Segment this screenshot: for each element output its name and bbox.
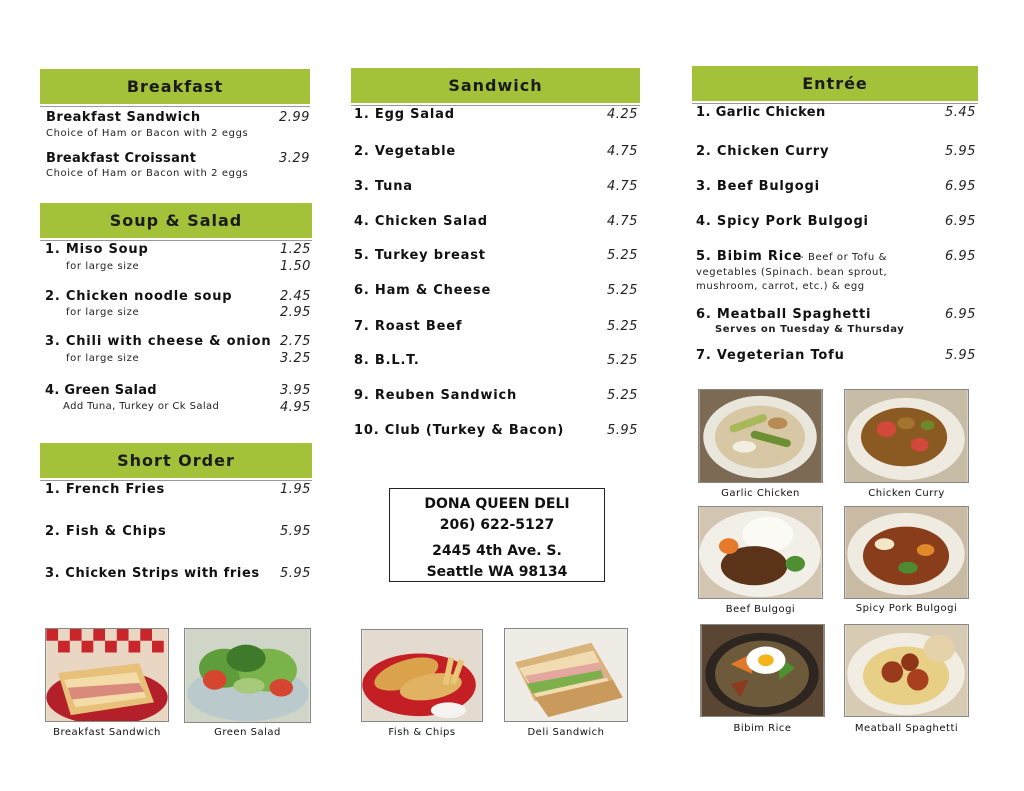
menu-item-name: 6. Ham & Cheese xyxy=(354,283,492,298)
menu-item-name: 1. French Fries xyxy=(45,482,165,497)
deli-name: DONA QUEEN DELI xyxy=(424,496,570,512)
menu-item-price: 4.75 xyxy=(607,179,638,194)
menu-item-price: 5.25 xyxy=(607,283,638,298)
menu-item-price: 5.95 xyxy=(280,524,311,539)
menu-item-price: 4.75 xyxy=(607,214,638,229)
contact-box xyxy=(389,488,605,582)
meatball-spaghetti-photo xyxy=(844,624,969,717)
photo-caption: Meatball Spaghetti xyxy=(854,723,959,734)
menu-item-price: 3.29 xyxy=(279,151,310,166)
menu-item-note: Choice of Ham or Bacon with 2 eggs xyxy=(46,128,249,139)
menu-item-price: 6.95 xyxy=(945,179,976,194)
phone-number: 206) 622-5127 xyxy=(439,517,555,533)
menu-item-name: 5. Bibim Rice xyxy=(696,249,803,264)
photo-caption: Chicken Curry xyxy=(868,488,945,499)
sandwich-header: Sandwich xyxy=(351,68,640,103)
menu-item-price: 4.75 xyxy=(607,144,638,159)
menu-item-name: 4. Spicy Pork Bulgogi xyxy=(696,214,869,229)
menu-item-name: 6. Meatball Spaghetti xyxy=(696,307,872,322)
menu-item-price: 5.25 xyxy=(607,353,638,368)
menu-item-note: Add Tuna, Turkey or Ck Salad xyxy=(63,401,220,412)
menu-item-name: 1. Miso Soup xyxy=(45,242,149,257)
menu-item-note: Serves on Tuesday & Thursday xyxy=(715,324,905,335)
menu-item-name: 7. Vegeterian Tofu xyxy=(696,348,845,363)
breakfast-sandwich-photo xyxy=(45,628,169,722)
menu-item-name: 5. Turkey breast xyxy=(354,248,486,263)
menu-item-note: for large size xyxy=(66,307,140,318)
menu-item-name: 2. Chicken noodle soup xyxy=(45,289,233,304)
menu-item-note: for large size xyxy=(66,353,140,364)
menu-item-name: 2. Vegetable xyxy=(354,144,456,159)
menu-item-price: 5.45 xyxy=(945,105,976,120)
menu-item-note-price: 3.25 xyxy=(280,351,311,366)
menu-item-name: Breakfast Sandwich xyxy=(46,110,201,125)
menu-item-name: 8. B.L.T. xyxy=(354,353,420,368)
menu-item-price: 5.95 xyxy=(945,348,976,363)
chicken-curry-photo xyxy=(844,389,969,483)
menu-item-price: 6.95 xyxy=(945,249,976,264)
garlic-chicken-photo xyxy=(698,389,823,483)
short-order-header: Short Order xyxy=(40,443,312,478)
menu-item-name: 2. Chicken Curry xyxy=(696,144,830,159)
entree-header: Entrée xyxy=(692,66,978,101)
menu-item-name: 2. Fish & Chips xyxy=(45,524,167,539)
menu-item-price: 1.95 xyxy=(280,482,311,497)
menu-item-price: 5.25 xyxy=(607,319,638,334)
deli-sandwich-photo xyxy=(504,628,628,722)
menu-item-note: for large size xyxy=(66,261,140,272)
menu-item-price: 2.99 xyxy=(279,110,310,125)
menu-item-price: 5.25 xyxy=(607,248,638,263)
menu-item-name: 7. Roast Beef xyxy=(354,319,463,334)
breakfast-header: Breakfast xyxy=(40,69,310,104)
green-salad-photo xyxy=(184,628,311,723)
menu-item-price: 6.95 xyxy=(945,307,976,322)
menu-item-price: 6.95 xyxy=(945,214,976,229)
menu-item-price: 4.25 xyxy=(607,107,638,122)
menu-item-name: 10. Club (Turkey & Bacon) xyxy=(354,423,565,438)
photo-caption: Deli Sandwich xyxy=(527,727,605,738)
menu-item-price: 1.25 xyxy=(280,242,311,257)
menu-item-name: 4. Chicken Salad xyxy=(354,214,488,229)
menu-item-desc: mushroom, carrot, etc.) & egg xyxy=(696,281,865,292)
menu-item-price: 2.75 xyxy=(280,334,311,349)
menu-item-note: Choice of Ham or Bacon with 2 eggs xyxy=(46,168,249,179)
bibim-rice-photo xyxy=(700,624,825,717)
photo-caption: Bibim Rice xyxy=(733,723,792,734)
photo-caption: Beef Bulgogi xyxy=(725,604,796,615)
menu-item-price: 2.45 xyxy=(280,289,311,304)
menu-item-name: 9. Reuben Sandwich xyxy=(354,388,518,403)
menu-item-name: 3. Beef Bulgogi xyxy=(696,179,820,194)
street-address: 2445 4th Ave. S. xyxy=(432,543,562,559)
menu-item-price: 5.95 xyxy=(945,144,976,159)
photo-caption: Spicy Pork Bulgogi xyxy=(855,603,958,614)
soup-salad-header: Soup & Salad xyxy=(40,203,312,238)
menu-item-name: 3. Chicken Strips with fries xyxy=(45,566,260,581)
menu-item-note-price: 2.95 xyxy=(280,305,311,320)
menu-item-name: Breakfast Croissant xyxy=(46,151,197,166)
menu-item-price: 5.95 xyxy=(280,566,311,581)
photo-caption: Fish & Chips xyxy=(388,727,456,738)
city-address: Seattle WA 98134 xyxy=(426,564,568,580)
menu-item-name: 3. Chili with cheese & onion xyxy=(45,334,272,349)
spicy-pork-bulgogi-photo xyxy=(844,506,969,599)
photo-caption: Breakfast Sandwich xyxy=(53,727,161,738)
fish-chips-photo xyxy=(361,629,483,722)
menu-item-note-price: 1.50 xyxy=(280,259,311,274)
menu-item-note-price: 4.95 xyxy=(280,400,311,415)
menu-item-name: 1. Garlic Chicken xyxy=(696,105,826,120)
menu-item-desc: vegetables (Spinach. bean sprout, xyxy=(696,267,888,278)
photo-caption: Green Salad xyxy=(214,727,281,738)
beef-bulgogi-photo xyxy=(698,506,823,599)
menu-item-suffix: - Beef or Tofu & xyxy=(800,252,888,263)
menu-item-price: 5.95 xyxy=(607,423,638,438)
menu-item-name: 3. Tuna xyxy=(354,179,413,194)
menu-item-name: 4. Green Salad xyxy=(45,383,157,398)
menu-item-price: 3.95 xyxy=(280,383,311,398)
menu-item-name: 1. Egg Salad xyxy=(354,107,455,122)
menu-item-price: 5.25 xyxy=(607,388,638,403)
photo-caption: Garlic Chicken xyxy=(721,488,800,499)
